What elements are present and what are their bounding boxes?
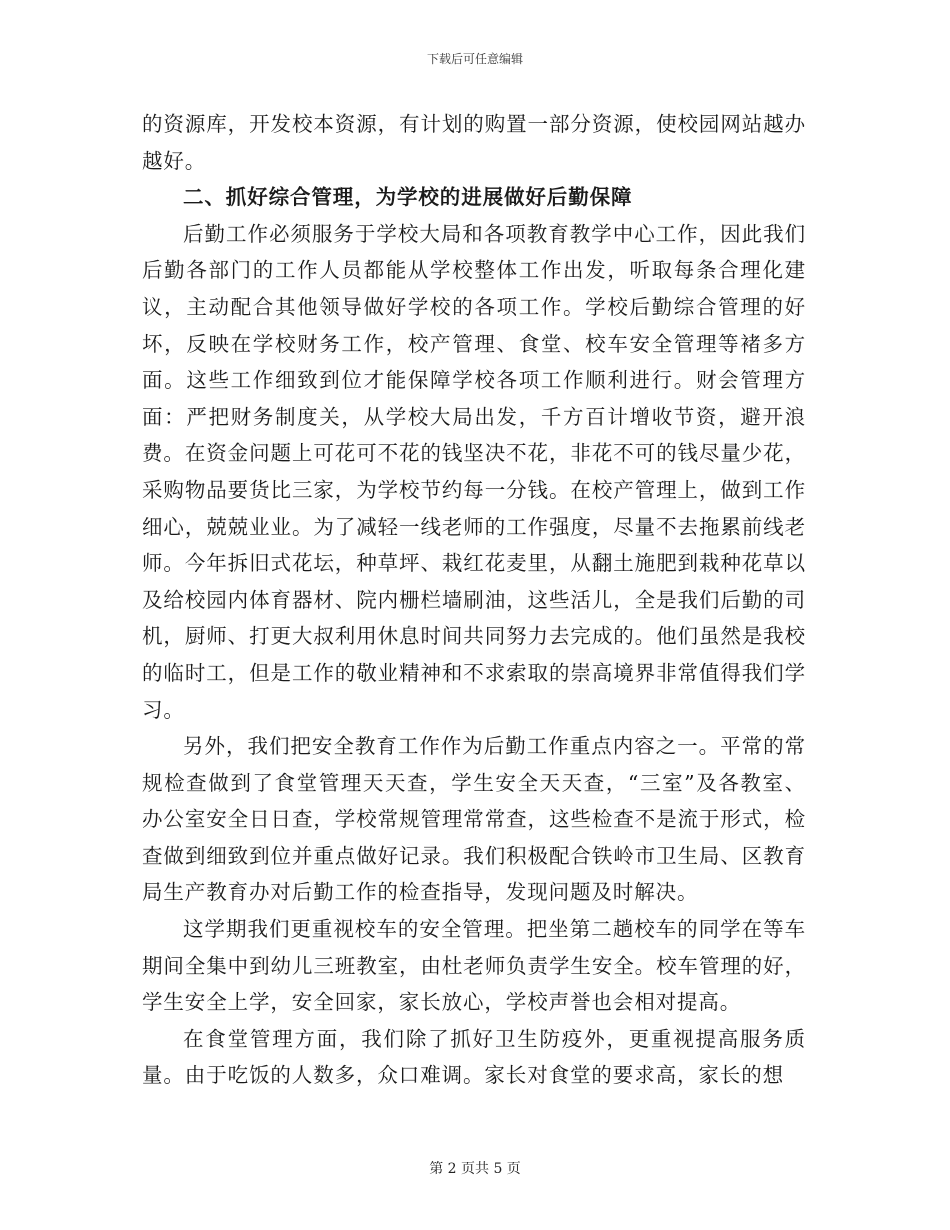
page-footer: 第 2 页共 5 页 [429,1161,521,1177]
section-heading: 二、抓好综合管理，为学校的进展做好后勤保障 [183,185,633,210]
document-body [142,106,806,1094]
paragraph-logistics: 后勤工作必须服务于学校大局和各项教育教学中心工作，因此我们后勤各部门的工作人员都能从学校整体工作出发，听取每条合理化建议，主动配合其他领导做好学校的各项工作。学校后勤综合管理的好坏，反映在学校财务工作，校产管理、食堂、校车安全管理等褚多方面。这些工作细致到位才能保障学校各项工作顺利进行。财会管理方面：严把财务制度关，从学校大局出发，千方百计增收节资，避开浪费。在资金问题上可花可不花的钱坚决不花，非花不可的钱尽量少花，采购物品要货比三家，为学校节约每一分钱。在校产管理上，做到工作细心，兢兢业业。为了减轻一线老师的工作强度，尽量不去拖累前线老师。今年拆旧式花坛，种草坪、栽红花麦里，从翻土施肥到栽种花草以及给校园内体育器材、院内栅栏墙刷油，这些活儿，全是我们后勤的司机，厨师、打更大叔利用休息时间共同努力去完成的。他们虽然是我校的临时工，但是工作的敬业精神和不求索取的崇高境界非常值得我们学习。 [142,221,806,722]
paragraph-safety: 另外，我们把安全教育工作作为后勤工作重点内容之一。平常的常规检查做到了食堂管理天天查，学生安全天天查，“三室”及各教室、办公室安全日日查，学校常规管理常常查，这些检查不是流于形式，检查做到细致到位并重点做好记录。我们积极配合铁岭市卫生局、区教育局生产教育办对后勤工作的检查指导，发现问题及时解决。 [142,734,806,905]
paragraph-continuation: 的资源库，开发校本资源，有计划的购置一部分资源，使校园网站越办越好。 [142,112,806,173]
page-header: 下载后可任意编辑 [426,52,523,66]
paragraph-canteen: 在食堂管理方面，我们除了抓好卫生防疫外，更重视提高服务质量。由于吃饭的人数多，众口难调。家长对食堂的要求高，家长的想 [142,1026,806,1088]
paragraph-school-bus: 这学期我们更重视校车的安全管理。把坐第二趟校车的同学在等车期间全集中到幼儿三班教室，由杜老师负责学生安全。校车管理的好，学生安全上学，安全回家，家长放心，学校声誉也会相对提高。 [142,917,806,1015]
